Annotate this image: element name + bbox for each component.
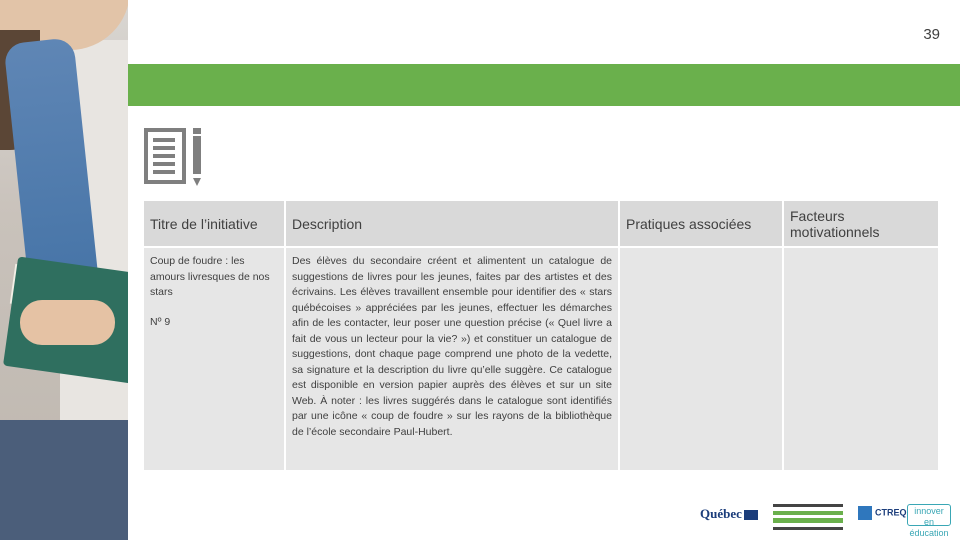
perseverance-logo [773,502,843,534]
header-description: Description [286,201,618,246]
header-accent-bar [128,64,960,106]
initiative-number: Nº 9 [150,315,171,328]
cell-initiative-title [144,248,284,470]
ctreq-logo: CTREQ [858,506,907,520]
innovation-logo: innover en éducation [907,504,951,526]
page-number: 39 [923,26,940,43]
cell-description: Des élèves du secondaire créent et alimentent un catalogue de suggestions de livres pour les jeunes, faites par des artistes et des écrivains. Les élèves travaillent ensemble pour identifier des « stars québécoises » appréciées par les jeunes, effectuer les démarches afin de les contacter, leur poser une question précise (« Quel livre a fait de vous un lecteur pour la vie? ») et constituer un catalogue de suggestions, dont chaque page comprend une photo de la vedette, sa signature et la description du livre qu’elle suggère. Ce catalogue est disponible en version papier auprès des élèves et sur un site Web. À noter : les livres suggérés dans le catalogue sont identifiés par une icône « coup de foudre » sur les rayons de la bibliothèque de l’école secondaire Paul-Hubert. [286,248,618,470]
side-photo-student-reading [0,0,128,540]
header-title: Titre de l’initiative [144,201,284,246]
header-practices: Pratiques associées [620,201,782,246]
cell-factors [784,248,938,470]
cell-practices [620,248,782,470]
quebec-logo: Québec [700,506,758,522]
header-factors: Facteurs motivationnels [784,201,938,246]
document-pencil-icon [144,126,206,188]
initiative-title: Coup de foudre : les amours livresques de nos stars [150,255,270,298]
